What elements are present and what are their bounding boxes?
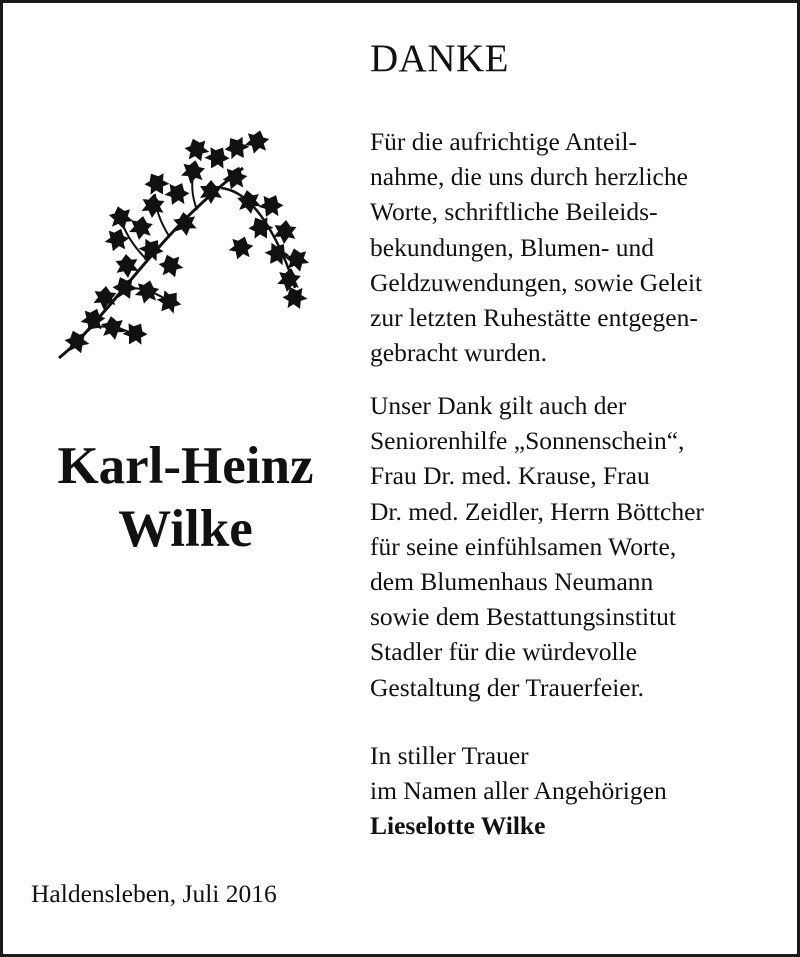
closing-line: In stiller Trauer: [370, 741, 529, 770]
text-line: nahme, die uns durch herzliche: [370, 162, 688, 192]
text-line: dem Blumenhaus Neumann: [370, 567, 654, 597]
text-line: Gestaltung der Trauerfeier.: [370, 672, 645, 702]
text-line: Worte, schriftliche Beileids-: [370, 197, 658, 227]
text-line: sowie dem Bestattungsinstitut: [370, 602, 676, 632]
text-line: zur letzten Ruhestätte entgegen-: [370, 303, 698, 333]
closing-block: [370, 738, 790, 844]
leaf-branch-icon: [51, 128, 313, 368]
text-line: Unser Dank gilt auch der: [370, 391, 627, 420]
thanks-paragraph: [370, 124, 790, 370]
deceased-first-name: Karl-Heinz: [57, 437, 314, 495]
text-line: Für die aufrichtige Anteil-: [370, 127, 637, 156]
deceased-name: [23, 435, 348, 561]
deceased-last-name: Wilke: [118, 500, 253, 558]
closing-line: im Namen aller Angehörigen: [370, 776, 667, 806]
text-line: für seine einfühlsamen Worte,: [370, 531, 677, 561]
text-line: Seniorenhilfe „Sonnenschein“,: [370, 426, 685, 456]
text-line: Frau Dr. med. Krause, Frau: [370, 461, 650, 491]
page-title: DANKE: [370, 37, 509, 80]
signer-name: Lieselotte Wilke: [370, 811, 546, 841]
acknowledgements-paragraph: [370, 388, 790, 705]
text-line: Geldzuwendungen, sowie Geleit: [370, 267, 703, 297]
text-line: Dr. med. Zeidler, Herrn Böttcher: [370, 496, 704, 526]
text-line: bekundungen, Blumen- und: [370, 232, 654, 262]
text-line: gebracht wurden.: [370, 338, 548, 368]
text-line: Stadler für die würdevolle: [370, 637, 637, 667]
place-date: Haldensleben, Juli 2016: [31, 879, 277, 908]
